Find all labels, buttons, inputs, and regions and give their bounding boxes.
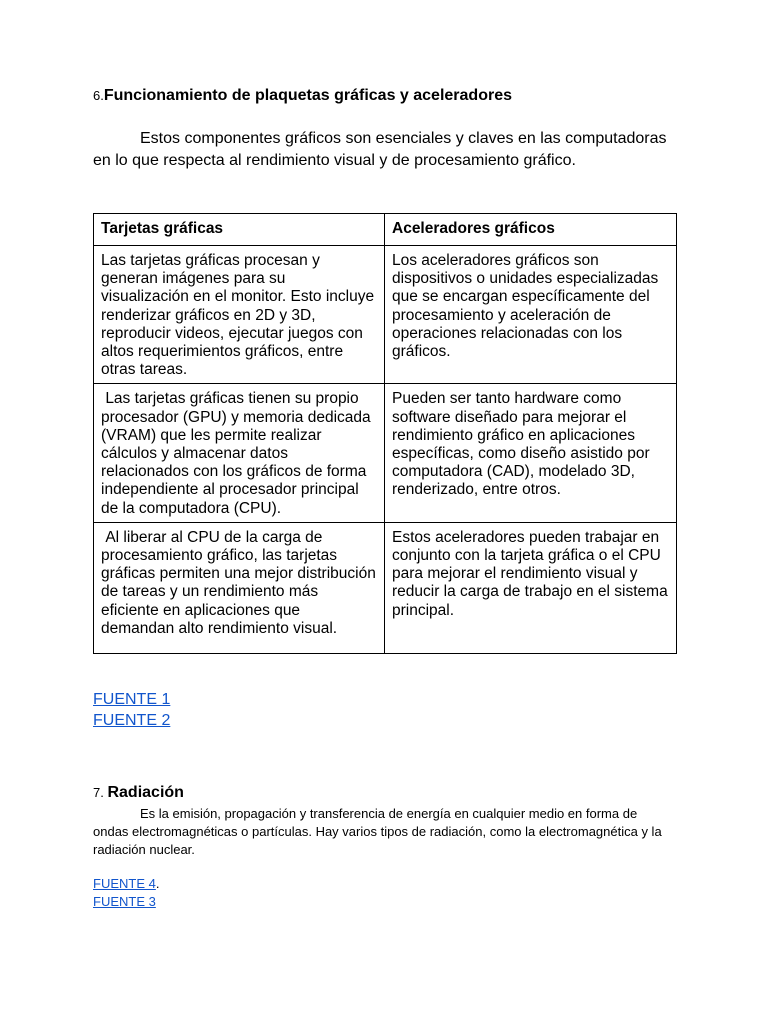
table-cell: Pueden ser tanto hardware como software diseñado para mejorar el rendimiento gráfico en aplicaciones específicas, como diseño asistido por computadora (CAD), modelado 3D, renderizado, entre otros. (385, 384, 677, 522)
table-cell: Estos aceleradores pueden trabajar en conjunto con la tarjeta gráfica o el CPU para mejorar el rendimiento visual y reducir la carga de trabajo en el sistema principal. (385, 522, 677, 653)
section-7-heading (93, 784, 184, 802)
table-cell: Los aceleradores gráficos son dispositivos o unidades especializadas que se encargan específicamente del procesamiento y aceleración de operaciones relacionadas con los gráficos. (385, 246, 677, 384)
source-link-fuente-4[interactable]: FUENTE 4 (93, 876, 156, 891)
table-cell: Las tarjetas gráficas procesan y generan imágenes para su visualización en el monitor. Esto incluye renderizar gráficos en 2D y 3D, reproducir videos, ejecutar juegos con altos requerimientos gráficos, entre otras tareas. (94, 246, 385, 384)
table-row (94, 246, 677, 384)
section-6-title: Funcionamiento de plaquetas gráficas y aceleradores (103, 87, 512, 104)
column-header-tarjetas: Tarjetas gráficas (94, 214, 385, 246)
source-suffix: . (155, 876, 160, 891)
table-cell: Al liberar al CPU de la carga de procesamiento gráfico, las tarjetas gráficas permiten una mejor distribución de tareas y un rendimiento más eficiente en aplicaciones que demandan alto rendimiento visual. (94, 522, 385, 653)
section-6-heading (93, 87, 512, 105)
source-link-fuente-3[interactable]: FUENTE 3 (93, 893, 156, 909)
source-line (93, 875, 159, 893)
comparison-table (93, 213, 677, 654)
section-7-paragraph: Es la emisión, propagación y transferencia de energía en cualquier medio en forma de ondas electromagnéticas o partículas. Hay varios tipos de radiación, como la electromagnética y la radiación nuclear. (93, 806, 662, 857)
section-7-title: Radiación (107, 784, 184, 801)
section-6-number: 6. (93, 88, 104, 103)
section-7-number: 7. (93, 785, 108, 800)
source-link-fuente-2[interactable]: FUENTE 2 (93, 712, 171, 729)
table-row (94, 384, 677, 522)
section-6-intro: Estos componentes gráficos son esenciales y claves en las computadoras en lo que respecta al rendimiento visual y de procesamiento gráfico. (93, 130, 667, 169)
section-7-sources (93, 875, 159, 910)
source-line (93, 893, 159, 911)
source-link-fuente-1[interactable]: FUENTE 1 (93, 691, 171, 708)
table-cell: Las tarjetas gráficas tienen su propio procesador (GPU) y memoria dedicada (VRAM) que les permite realizar cálculos y almacenar datos relacionados con los gráficos de forma independiente al procesador principal de la computadora (CPU). (94, 384, 385, 522)
column-header-aceleradores: Aceleradores gráficos (385, 214, 677, 246)
section-6-sources (93, 689, 170, 731)
table-header-row (94, 214, 677, 246)
table-row (94, 522, 677, 653)
